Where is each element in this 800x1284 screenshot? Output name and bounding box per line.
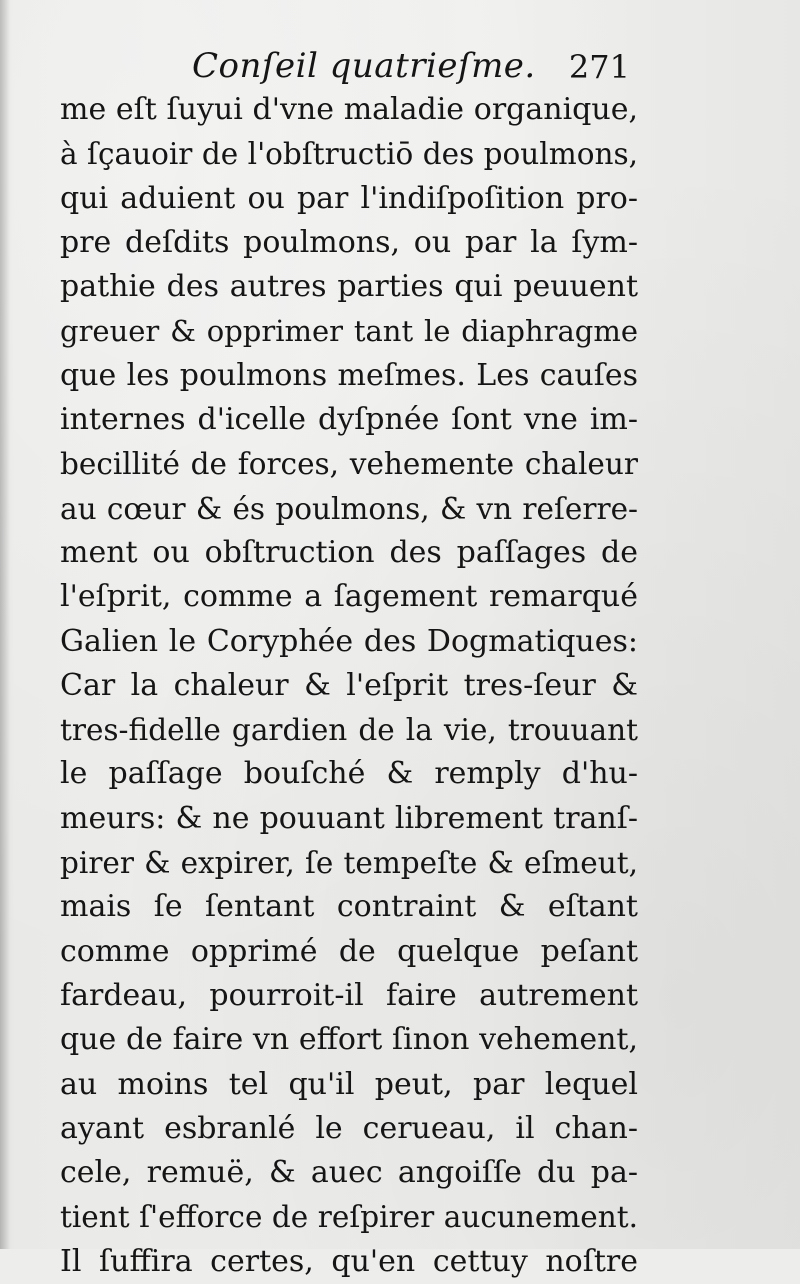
text-line: me eſt ſuyui d'vne maladie organique, — [60, 92, 638, 127]
text-line: meurs: & ne pouuant librement tranſ- — [60, 800, 638, 836]
text-line: ayant esbranlé le cerueau, il chan- — [60, 1110, 638, 1146]
text-line: au moins tel qu'il peut, par lequel — [60, 1066, 638, 1102]
text-line: mais ſe ſentant contraint & eſtant — [60, 889, 638, 925]
text-line: internes d'icelle dyſpnée ſont vne im- — [60, 402, 638, 438]
text-line: pathie des autres parties qui peuuent — [60, 269, 638, 305]
text-line: pirer & expirer, ſe tempeſte & eſmeut, — [60, 846, 638, 881]
text-line: Car la chaleur & l'eſprit tres-ſeur & — [60, 667, 638, 703]
text-line: que de faire vn effort ſinon vehement, — [60, 1022, 638, 1058]
body-text — [60, 88, 638, 1284]
text-line: que les poulmons meſmes. Les cauſes — [60, 357, 638, 393]
text-line: tres-fidelle gardien de la vie, trouuant — [60, 713, 638, 748]
text-line: qui aduient ou par l'indiſpoſition pro- — [60, 180, 638, 216]
text-line: fardeau, pourroit-il faire autrement — [60, 977, 638, 1013]
text-line: becillité de forces, vehemente chaleur — [60, 447, 638, 482]
text-line: cele, remuë, & auec angoiſſe du pa- — [60, 1155, 638, 1191]
text-line: l'eſprit, comme a ſagement remarqué — [60, 579, 638, 615]
text-line: greuer & opprimer tant le diaphragme — [60, 314, 638, 349]
page-header — [60, 42, 638, 90]
text-line: Il ſuffira certes, qu'en cettuy noſtre — [60, 1243, 638, 1279]
page-gutter-shadow — [0, 0, 10, 1249]
text-line: comme opprimé de quelque peſant — [60, 933, 638, 969]
text-line: le paſſage bouſché & remply d'hu- — [60, 756, 638, 792]
running-title: Conſeil quatrieſme. — [192, 46, 536, 86]
text-line: pre deſdits poulmons, ou par la ſym- — [60, 224, 638, 260]
text-line: ment ou obſtruction des paſſages de — [60, 534, 638, 570]
page-number: 271 — [568, 48, 630, 86]
text-line: au cœur & és poulmons, & vn reſerre- — [60, 491, 638, 526]
text-line: tient ſ'efforce de reſpirer aucunement. — [60, 1200, 638, 1235]
text-line: à ſçauoir de l'obſtructiō des poulmons, — [60, 137, 638, 172]
text-line: Galien le Coryphée des Dogmatiques: — [60, 623, 638, 659]
